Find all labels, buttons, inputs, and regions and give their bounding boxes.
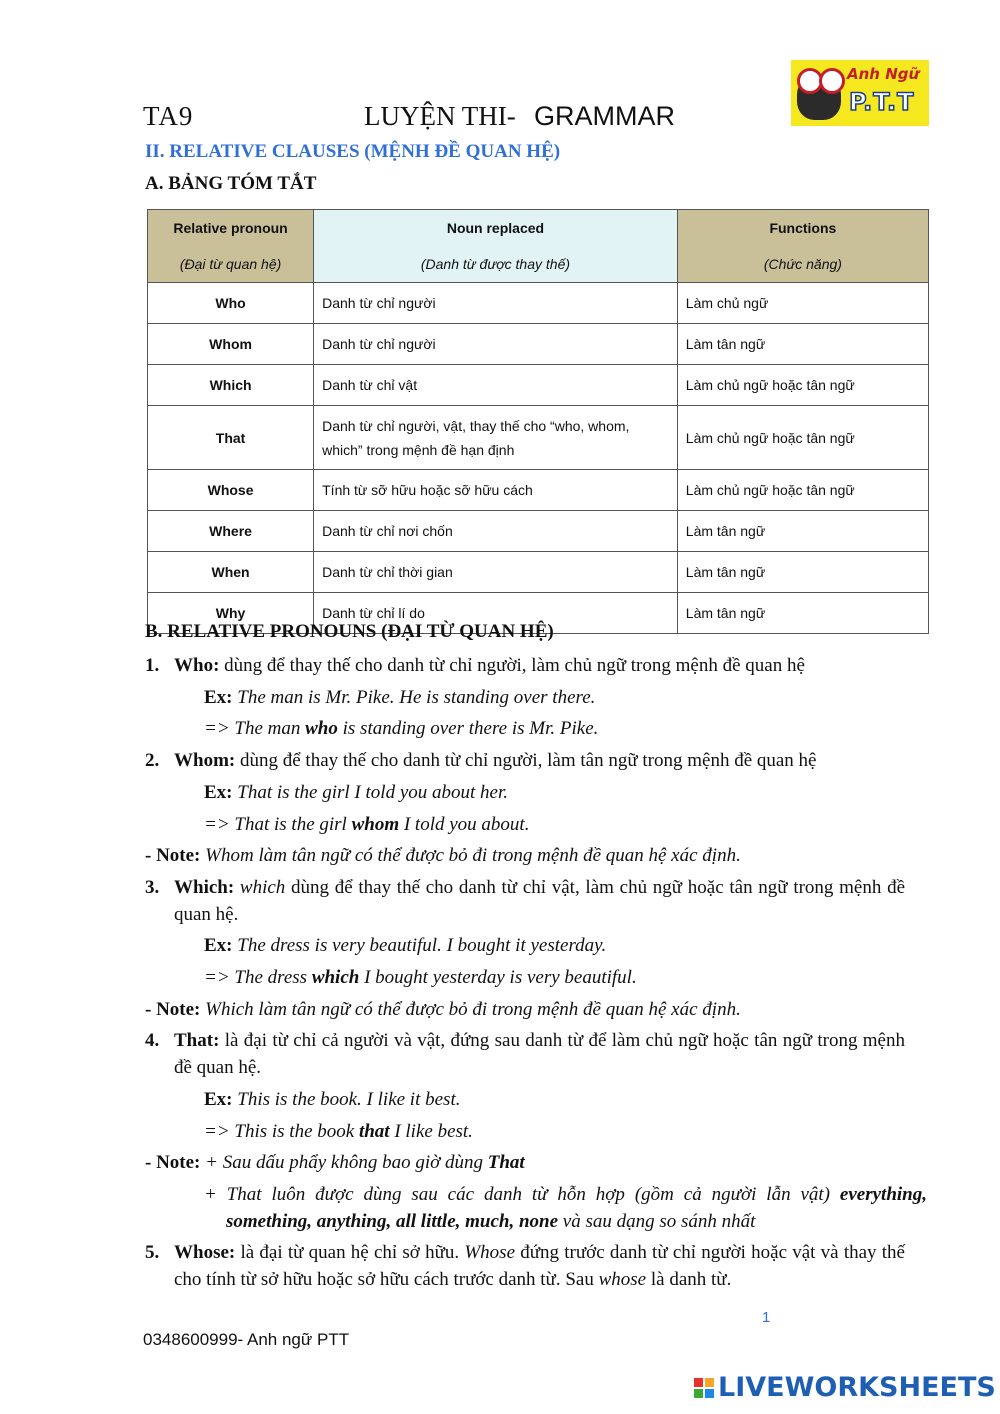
function-cell: Làm chủ ngữ	[677, 283, 928, 324]
watermark-text: LIVEWORKSHEETS	[718, 1372, 996, 1403]
result-text: => The dress	[204, 967, 312, 988]
note-label: - Note:	[145, 999, 201, 1020]
function-cell: Làm tân ngữ	[677, 511, 928, 552]
summary-table	[147, 209, 929, 621]
note-text: Whom làm tân ngữ có thể được bỏ đi trong mệnh đề quan hệ xác định.	[200, 845, 741, 866]
item-number: 4.	[145, 1030, 160, 1051]
noun-cell: Tính từ sỡ hữu hoặc sỡ hữu cách	[314, 470, 678, 511]
note-text: + That luôn được dùng sau các danh từ hỗn hợp (gồm cả người lẫn vật)	[204, 1184, 840, 1205]
function-cell: Làm chủ ngữ hoặc tân ngữ	[677, 365, 928, 406]
pronoun-cell: That	[148, 406, 314, 470]
note-label: - Note:	[145, 1152, 201, 1173]
result-text: I bought yesterday is very beautiful.	[359, 967, 637, 988]
item-which	[174, 874, 905, 928]
pronoun-cell: Who	[148, 283, 314, 324]
ex-label: Ex:	[204, 935, 233, 956]
result-keyword: which	[311, 967, 360, 988]
table-row	[148, 470, 929, 511]
description: là đại từ chỉ cả người và vật, đứng sau danh từ để làm chủ ngữ hoặc tân ngữ trong mệnh đề quan hệ.	[174, 1030, 905, 1078]
noun-cell: Danh từ chỉ vật	[314, 365, 678, 406]
header-subtitle: (Danh từ được thay thế)	[420, 256, 571, 272]
note-line	[145, 842, 741, 869]
note-keyword: That	[487, 1152, 525, 1173]
term-italic: which	[234, 877, 286, 898]
table-header-row	[148, 210, 929, 283]
note-line	[145, 996, 741, 1023]
table-row	[148, 511, 929, 552]
term: Whose:	[174, 1242, 236, 1263]
function-cell: Làm chủ ngữ hoặc tân ngữ	[677, 406, 928, 470]
header-cell-noun	[314, 210, 678, 283]
ex-label: Ex:	[204, 687, 233, 708]
example-line	[204, 684, 595, 711]
logo-main-text: P.T.T	[849, 88, 915, 116]
example-line	[204, 1086, 460, 1113]
pronoun-cell: Whose	[148, 470, 314, 511]
noun-cell: Danh từ chỉ thời gian	[314, 552, 678, 593]
logo-square-icon	[694, 1389, 703, 1398]
logo-top-text: Anh Ngữ	[847, 65, 920, 83]
header-subtitle: (Đại từ quan hệ)	[179, 256, 282, 272]
page-title: LUYỆN THI-	[364, 101, 516, 131]
description: dùng để thay thế cho danh từ chỉ vật, làm chủ ngữ hoặc tân ngữ trong mệnh đề quan hệ.	[174, 877, 905, 925]
term-italic: Whose	[464, 1242, 516, 1263]
function-cell: Làm tân ngữ	[677, 552, 928, 593]
table-row	[148, 283, 929, 324]
ex-label: Ex:	[204, 1089, 233, 1110]
doc-code: TA9	[143, 101, 194, 131]
noun-cell: Danh từ chỉ nơi chốn	[314, 511, 678, 552]
description: dùng để thay thế cho danh từ chỉ người, làm tân ngữ trong mệnh đề quan hệ	[235, 750, 817, 771]
result-text: I like best.	[389, 1121, 473, 1142]
header-cell-pronoun	[148, 210, 314, 283]
table-row	[148, 406, 929, 470]
page-title-grammar: GRAMMAR	[534, 101, 675, 131]
result-text: => The man	[204, 718, 306, 739]
header-subtitle: (Chức năng)	[763, 256, 842, 272]
result-text: is standing over there is Mr. Pike.	[337, 718, 599, 739]
logo	[791, 60, 929, 126]
header-cell-function	[677, 210, 928, 283]
noun-cell: Danh từ chỉ người, vật, thay thế cho “who, whom, which” trong mệnh đề hạn định	[314, 406, 678, 470]
example-line	[204, 779, 508, 806]
ex-text: The man is Mr. Pike. He is standing over there.	[232, 687, 596, 708]
function-cell: Làm chủ ngữ hoặc tân ngữ	[677, 470, 928, 511]
result-line	[204, 964, 637, 991]
logo-square-icon	[694, 1378, 703, 1387]
result-text: I told you about.	[399, 814, 530, 835]
header-title: Functions	[769, 220, 837, 236]
result-keyword: who	[305, 718, 338, 739]
item-number: 2.	[145, 750, 160, 771]
result-keyword: whom	[351, 814, 400, 835]
term: Who:	[174, 655, 220, 676]
ex-text: That is the girl I told you about her.	[232, 782, 508, 803]
note-text: và sau dạng so sánh nhất	[558, 1211, 756, 1232]
page-number: 1	[762, 1309, 771, 1326]
pronoun-cell: Where	[148, 511, 314, 552]
item-who	[174, 652, 905, 679]
term-italic: whose	[598, 1269, 647, 1290]
ex-text: The dress is very beautiful. I bought it yesterday.	[232, 935, 607, 956]
ex-label: Ex:	[204, 782, 233, 803]
table-row	[148, 324, 929, 365]
noun-cell: Danh từ chỉ người	[314, 324, 678, 365]
result-text: => That is the girl	[204, 814, 352, 835]
footer-text: 0348600999- Anh ngữ PTT	[143, 1330, 350, 1349]
result-line	[204, 715, 598, 742]
item-number: 1.	[145, 655, 160, 676]
pronoun-cell: When	[148, 552, 314, 593]
table-row	[148, 552, 929, 593]
note-keyword: everything, something, anything, all little, much, none	[226, 1184, 927, 1232]
result-text: => This is the book	[204, 1121, 359, 1142]
item-number: 3.	[145, 877, 160, 898]
term: That:	[174, 1030, 220, 1051]
result-keyword: that	[358, 1121, 390, 1142]
pronoun-cell: Why	[148, 593, 314, 634]
function-cell: Làm tân ngữ	[677, 324, 928, 365]
table-row	[148, 365, 929, 406]
header-title: Relative pronoun	[173, 220, 288, 236]
section-heading-relative-pronouns: B. RELATIVE PRONOUNS (ĐẠI TỪ QUAN HỆ)	[145, 621, 554, 642]
description: dùng để thay thế cho danh từ chỉ người, làm chủ ngữ trong mệnh đề quan hệ	[219, 655, 805, 676]
note-text: + Sau dấu phẩy không bao giờ dùng	[200, 1152, 488, 1173]
item-whose	[174, 1239, 905, 1293]
example-line	[204, 932, 606, 959]
function-cell: Làm tân ngữ	[677, 593, 928, 634]
description: là danh từ.	[646, 1269, 732, 1290]
term: Whom:	[174, 750, 236, 771]
item-number: 5.	[145, 1242, 160, 1263]
logo-square-icon	[705, 1389, 714, 1398]
result-line	[204, 811, 529, 838]
pronoun-cell: Which	[148, 365, 314, 406]
ex-text: This is the book. I like it best.	[232, 1089, 461, 1110]
note-line	[145, 1149, 525, 1176]
liveworksheets-watermark	[692, 1372, 996, 1408]
logo-square-icon	[705, 1378, 714, 1387]
glasses-right-icon	[819, 68, 845, 94]
note-label: - Note:	[145, 845, 201, 866]
pronoun-cell: Whom	[148, 324, 314, 365]
description: đứng trước danh từ chỉ người hoặc vật và thay thế cho tính từ sở hữu hoặc sở hữu cách trước danh từ. Sau	[174, 1242, 905, 1290]
noun-cell: Danh từ chỉ lí do	[314, 593, 678, 634]
header-title: Noun replaced	[446, 220, 545, 236]
description: là đại từ quan hệ chỉ sở hữu.	[235, 1242, 465, 1263]
noun-cell: Danh từ chỉ người	[314, 283, 678, 324]
section-heading-relative-clauses: II. RELATIVE CLAUSES (MỆNH ĐỀ QUAN HỆ)	[145, 141, 561, 162]
section-heading-summary: A. BẢNG TÓM TẮT	[145, 173, 317, 194]
note-line-2	[204, 1181, 927, 1235]
term: Which:	[174, 877, 235, 898]
result-line	[204, 1118, 473, 1145]
item-that	[174, 1027, 905, 1081]
note-text: Which làm tân ngữ có thể được bỏ đi trong mệnh đề quan hệ xác định.	[200, 999, 741, 1020]
item-whom	[174, 747, 905, 774]
